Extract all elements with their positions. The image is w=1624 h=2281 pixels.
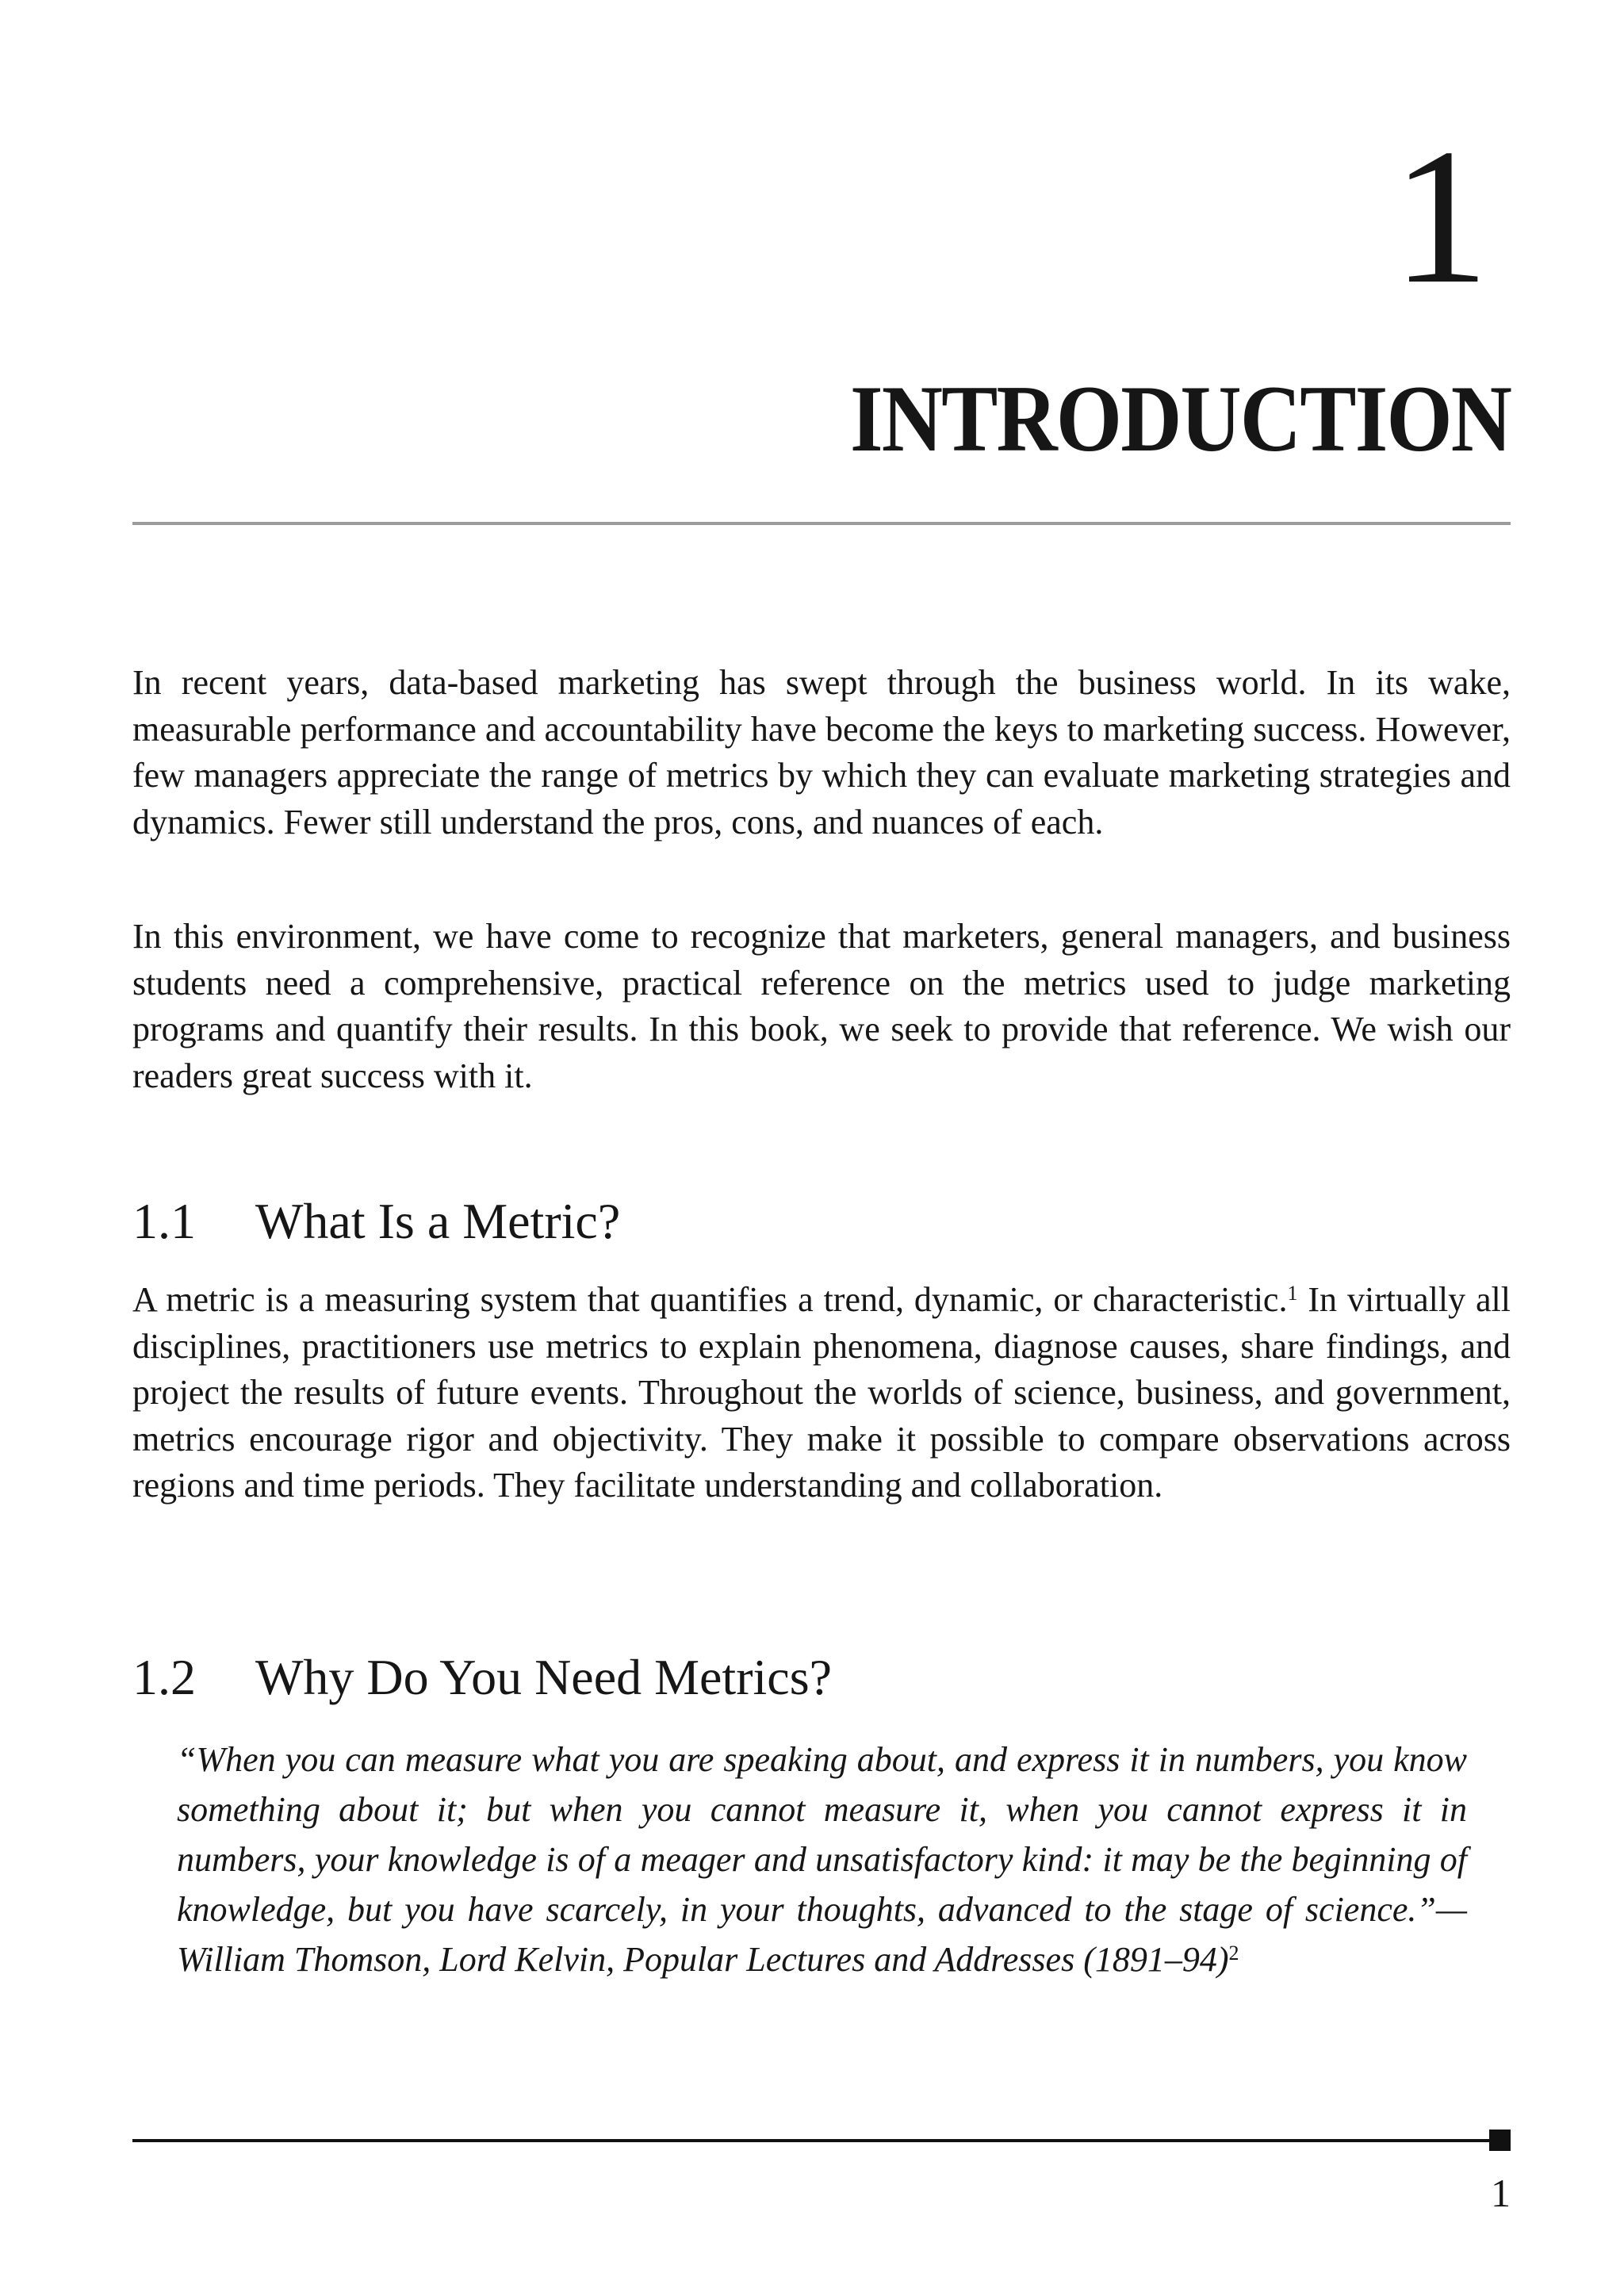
page-number: 1 xyxy=(1491,2171,1511,2215)
footnote-reference: 2 xyxy=(1228,1942,1239,1965)
footer-rule xyxy=(132,2139,1490,2142)
title-divider xyxy=(132,522,1511,525)
section-number: 1.1 xyxy=(132,1193,196,1249)
metric-definition-paragraph xyxy=(132,1277,1511,1509)
intro-paragraph-2: In this environment, we have come to recognize that marketers, general managers, and business students need a comprehensive, practical reference on the metrics used to judge marketing programs and quantify their results. In this book, we seek to provide that reference. We wish our readers great success with it. xyxy=(132,917,1511,1095)
paragraph-lead-text: A metric is a measuring system that quantifies a trend, dynamic, or characteristic. xyxy=(132,1280,1288,1319)
footnote-reference: 1 xyxy=(1287,1282,1298,1305)
chapter-title: INTRODUCTION xyxy=(849,366,1511,471)
paragraph-body-text: In virtually all disciplines, practitioners use metrics to explain phenomena, diagnose causes, share findings, and project the results of future events. Throughout the worlds of science, business, and government, metrics encourage rigor and objectivity. They make it possible to compare observations across regions and time periods. They facilitate understanding and collaboration. xyxy=(132,1280,1511,1505)
chapter-number: 1 xyxy=(1392,109,1489,324)
section-heading-1-2 xyxy=(132,1649,832,1705)
section-title: What Is a Metric? xyxy=(255,1193,621,1249)
section-title: Why Do You Need Metrics? xyxy=(255,1649,832,1705)
footer-square-marker xyxy=(1489,2130,1511,2151)
section-heading-1-1 xyxy=(132,1193,621,1249)
kelvin-quote xyxy=(177,1735,1467,1984)
quote-text: “When you can measure what you are speaking about, and express it in numbers, you know something about it; but when you cannot measure it, when you cannot express it in numbers, your knowledge is of a meager and unsatisfactory kind: it may be the beginning of knowledge, but you have scarcely, in your thoughts, advanced to the stage of science.”—William Thomson, Lord Kelvin, Popular Lectures and Addresses (1891–94) xyxy=(177,1740,1467,1979)
intro-paragraph-1: In recent years, data-based marketing has swept through the business world. In its wake, measurable performance and accountability have become the keys to marketing success. However, few managers appreciate the range of metrics by which they can evaluate marketing strategies and dynamics. Fewer still understand the pros, cons, and nuances of each. xyxy=(132,663,1511,841)
section-number: 1.2 xyxy=(132,1649,196,1705)
